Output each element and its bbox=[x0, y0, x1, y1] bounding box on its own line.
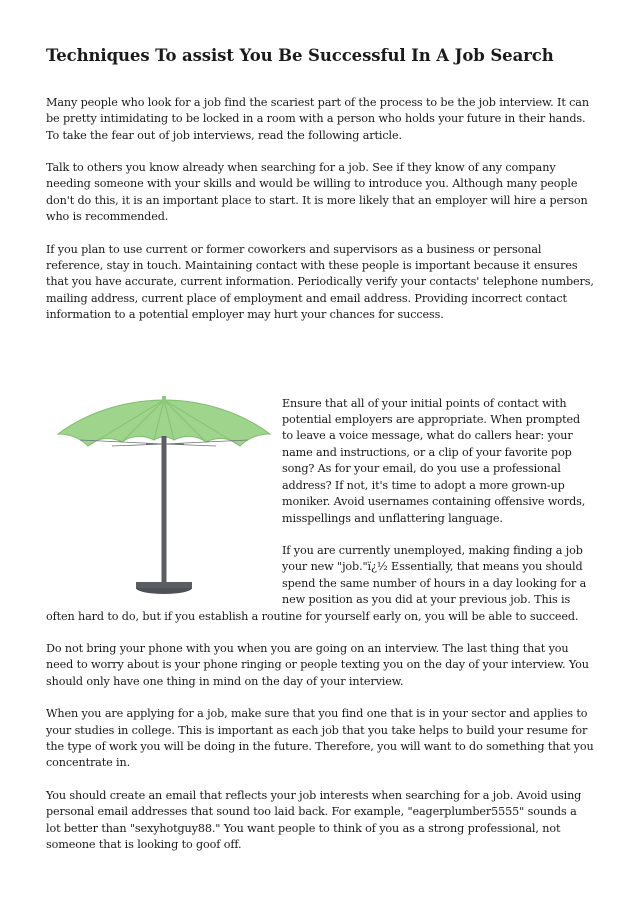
paragraph-2: Talk to others you know already when searching for a job. See if they know of any company needing someone with your skills and would be willing to introduce you. Although many people don't do this, it is an important place to start. It is more likely that an employer will hire a person who is recommended. bbox=[46, 161, 588, 224]
page-title: Techniques To assist You Be Successful In A Job Search bbox=[46, 46, 554, 65]
paragraph-3: If you plan to use current or former coworkers and supervisors as a business or personal reference, stay in touch. Maintaining contact with these people is important because it ensures that you have accurate, current information. Periodically verify your contacts' telephone numbers, mailing address, current place of employment and email address. Providing incorrect contact information to a potential employer may hurt your chances for success. bbox=[46, 242, 594, 322]
paragraph-4: Ensure that all of your initial points of contact with potential employers are appropriate. When prompted to leave a voice message, what do callers hear: your name and instructions, or a clip of your favorite pop song? As for your email, do you use a professional address? If not, it's time to adopt a more grown-up moniker. Avoid usernames containing offensive words, misspellings and unflattering language. bbox=[282, 396, 586, 525]
paragraph-1: Many people who look for a job find the scariest part of the process to be the job interview. It can be pretty intimidating to be locked in a room with a person who holds your future in their hands. To take the fear out of job interviews, read the following article. bbox=[46, 95, 589, 142]
paragraph-7: When you are applying for a job, make sure that you find one that is in your sector and applies to your studies in college. This is important as each job that you take helps to build your resume for the type of work you will be doing in the future. Therefore, you will want to do something that you concentrate in. bbox=[46, 707, 594, 770]
patio-umbrella-illustration bbox=[50, 396, 278, 604]
document-page bbox=[46, 46, 594, 869]
paragraph-6: Do not bring your phone with you when you are going on an interview. The last thing that you need to worry about is your phone ringing or people texting you on the day of your interview. You should only have one thing in mind on the day of your interview. bbox=[46, 641, 589, 688]
paragraph-8: You should create an email that reflects your job interests when searching for a job. Avoid using personal email addresses that sound too laid back. For example, "eagerplumber5555" sounds a lot better than "sexyhotguy88." You want people to think of you as a strong professional, not someone that is looking to goof off. bbox=[46, 788, 582, 852]
paragraph-5: If you are currently unemployed, making finding a job your new "job."ï¿½ Essentially, that means you should spend the same number of hours in a day looking for a new position as you did at your previous job. This is often hard to do, but if you establish a routine for yourself early on, you will be able to succeed. bbox=[46, 543, 587, 623]
umbrella-image bbox=[50, 396, 278, 604]
